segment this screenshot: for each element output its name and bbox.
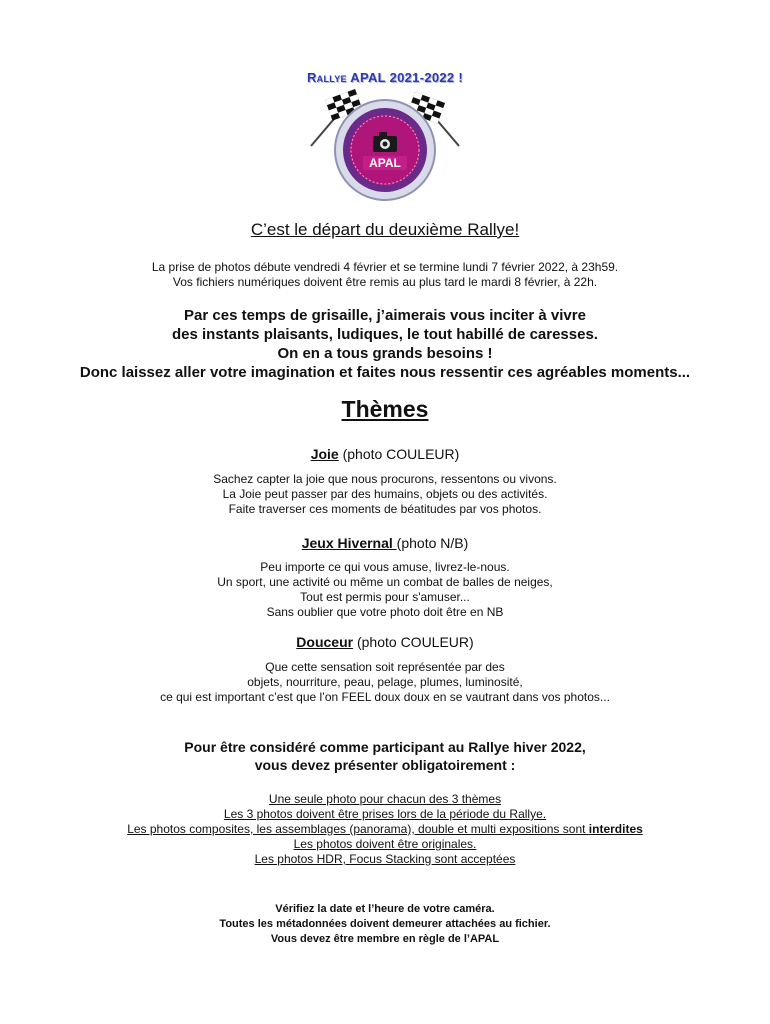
requirement-item xyxy=(0,822,770,837)
theme-type: (photo COULEUR) xyxy=(356,634,474,650)
note-line: Toutes les métadonnées doivent demeurer attachées au fichier. xyxy=(219,918,551,930)
theme-line: La Joie peut passer par des humains, objets ou des activités. xyxy=(222,487,548,501)
theme-description-douceur xyxy=(0,660,770,705)
theme-title-joie xyxy=(0,446,770,462)
intro-line: des instants plaisants, ludiques, le tout habillé de caresses. xyxy=(172,326,598,343)
participation-line: vous devez présenter obligatoirement : xyxy=(254,757,516,773)
requirement-item: Les photos HDR, Focus Stacking sont acceptées xyxy=(254,852,516,866)
requirements-list xyxy=(0,792,770,867)
requirement-item: Les 3 photos doivent être prises lors de la période du Rallye. xyxy=(223,807,547,821)
intro-block xyxy=(0,306,770,382)
theme-line: Sachez capter la joie que nous procurons, ressentons ou vivons. xyxy=(213,472,557,486)
logo-text: APAL xyxy=(369,156,401,170)
note-line: Vérifiez la date et l’heure de votre caméra. xyxy=(275,903,495,915)
headline: C’est le départ du deuxième Rallye! xyxy=(250,220,520,239)
theme-title-douceur xyxy=(0,634,770,650)
requirement-item: Une seule photo pour chacun des 3 thèmes xyxy=(268,792,502,806)
dates-line: Vos fichiers numériques doivent être remis au plus tard le mardi 8 février, à 22h. xyxy=(172,275,598,289)
requirement-item: Les photos doivent être originales. xyxy=(293,837,477,851)
theme-line: objets, nourriture, peau, pelage, plumes, luminosité, xyxy=(247,675,523,689)
apal-logo xyxy=(305,88,465,208)
note-line: Vous devez être membre en règle de l’APAL xyxy=(270,933,500,945)
theme-type: (photo COULEUR) xyxy=(342,446,460,462)
theme-line: ce qui est important c’est que l’on FEEL doux doux en se vautrant dans vos photos... xyxy=(160,690,610,704)
dates-block xyxy=(0,260,770,290)
notes-block xyxy=(0,902,770,947)
themes-heading: Thèmes xyxy=(341,396,429,422)
intro-line: Donc laissez aller votre imagination et faites nous ressentir ces agréables moments... xyxy=(79,364,691,381)
requirement-text: Les photos composites, les assemblages (panorama), double et multi expositions sont xyxy=(127,822,589,836)
theme-line: Peu importe ce qui vous amuse, livrez-le-nous. xyxy=(260,560,510,574)
theme-line: Un sport, une activité ou même un combat de balles de neiges, xyxy=(217,575,553,589)
theme-line: Que cette sensation soit représentée par des xyxy=(265,660,505,674)
dates-line: La prise de photos débute vendredi 4 février et se termine lundi 7 février 2022, à 23h59. xyxy=(151,260,619,274)
theme-description-jeux-hivernal xyxy=(0,560,770,620)
theme-name: Douceur xyxy=(296,634,354,650)
theme-title-jeux-hivernal xyxy=(0,535,770,551)
requirement-emphasis: interdites xyxy=(588,822,643,836)
theme-name: Joie xyxy=(310,446,339,462)
theme-description-joie xyxy=(0,472,770,517)
theme-line: Tout est permis pour s'amuser... xyxy=(300,590,470,604)
theme-line: Faite traverser ces moments de béatitudes par vos photos. xyxy=(228,502,542,516)
participation-block xyxy=(0,738,770,774)
theme-type: (photo N/B) xyxy=(396,535,469,551)
rallye-title: Rallye APAL 2021-2022 ! xyxy=(306,70,463,85)
participation-line: Pour être considéré comme participant au Rallye hiver 2022, xyxy=(184,739,586,755)
intro-line: On en a tous grands besoins ! xyxy=(277,345,493,362)
theme-line: Sans oublier que votre photo doit être en NB xyxy=(266,605,504,619)
intro-line: Par ces temps de grisaille, j’aimerais vous inciter à vivre xyxy=(184,307,586,324)
theme-name: Jeux Hivernal xyxy=(301,535,397,551)
